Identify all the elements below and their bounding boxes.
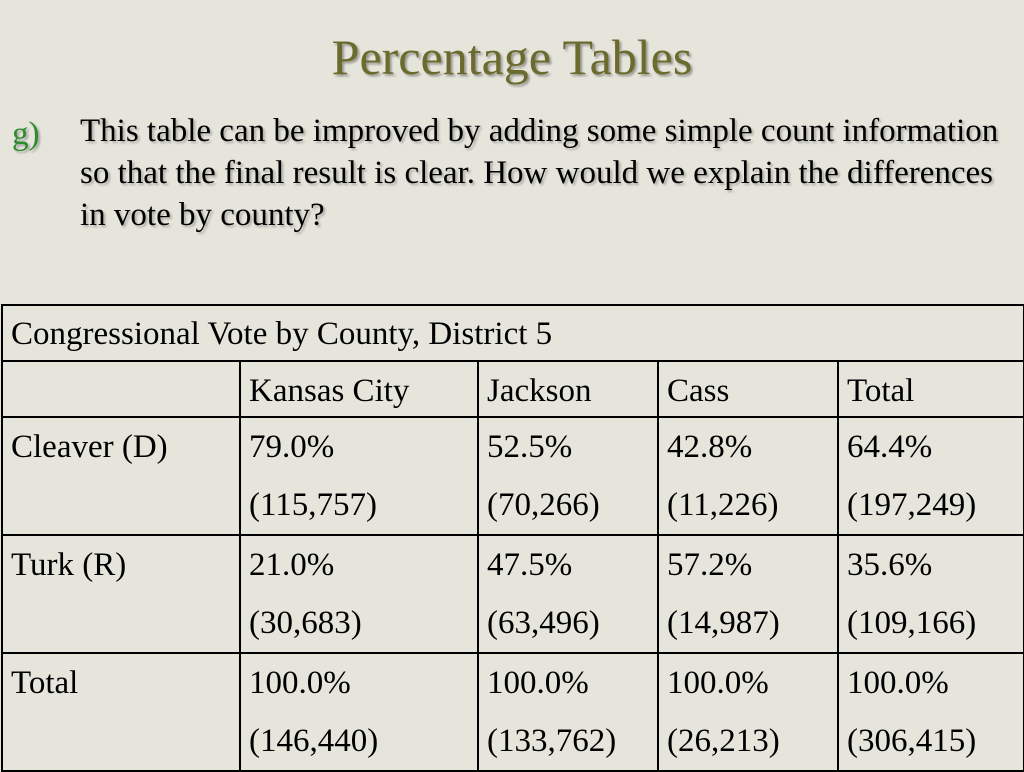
column-header-total: Total xyxy=(838,361,1024,417)
cell-percent: 100.0% xyxy=(249,665,351,701)
cell-percent: 52.5% xyxy=(487,429,573,465)
cell-count: (11,226) xyxy=(667,487,779,523)
cell-percent: 21.0% xyxy=(249,547,335,583)
table-cell xyxy=(478,653,658,771)
table-cell xyxy=(658,653,838,771)
cell-count: (14,987) xyxy=(667,605,780,641)
cell-percent: 100.0% xyxy=(487,665,589,701)
row-label-turk: Turk (R) xyxy=(2,535,240,653)
cell-percent: 47.5% xyxy=(487,547,573,583)
table-row xyxy=(2,653,1024,771)
table-cell xyxy=(838,417,1024,535)
row-label-cleaver: Cleaver (D) xyxy=(2,417,240,535)
cell-percent: 100.0% xyxy=(847,665,949,701)
cell-count: (197,249) xyxy=(847,487,977,523)
table-header-row xyxy=(2,361,1024,417)
cell-count: (115,757) xyxy=(249,487,378,523)
cell-count: (26,213) xyxy=(667,723,780,759)
slide-body-text: This table can be improved by adding some simple count information so that the final result is clear. How would we explain the differences in vote by county? xyxy=(80,113,999,233)
table-row xyxy=(2,417,1024,535)
table-cell xyxy=(658,417,838,535)
cell-count: (30,683) xyxy=(249,605,362,641)
cell-count: (306,415) xyxy=(847,723,977,759)
cell-count: (133,762) xyxy=(487,723,617,759)
table-cell xyxy=(478,417,658,535)
vote-table xyxy=(1,304,1024,772)
slide-title: Percentage Tables xyxy=(331,29,693,85)
table-cell xyxy=(478,535,658,653)
cell-count: (146,440) xyxy=(249,723,379,759)
column-header-jackson: Jackson xyxy=(478,361,658,417)
table-caption: Congressional Vote by County, District 5 xyxy=(2,305,1024,361)
column-header-cass: Cass xyxy=(658,361,838,417)
bullet-marker: g) xyxy=(12,116,40,152)
cell-percent: 100.0% xyxy=(667,665,769,701)
cell-percent: 42.8% xyxy=(667,429,753,465)
table-row xyxy=(2,535,1024,653)
column-header-blank xyxy=(2,361,240,417)
table-caption-row xyxy=(2,305,1024,361)
cell-percent: 64.4% xyxy=(847,429,933,465)
table-cell xyxy=(240,417,478,535)
cell-percent: 35.6% xyxy=(847,547,933,583)
row-label-total: Total xyxy=(2,653,240,771)
table-cell xyxy=(838,653,1024,771)
table-cell xyxy=(240,653,478,771)
cell-percent: 79.0% xyxy=(249,429,335,465)
cell-count: (109,166) xyxy=(847,605,977,641)
table-cell xyxy=(838,535,1024,653)
cell-count: (70,266) xyxy=(487,487,600,523)
table-cell xyxy=(240,535,478,653)
cell-percent: 57.2% xyxy=(667,547,753,583)
column-header-kansas-city: Kansas City xyxy=(240,361,478,417)
cell-count: (63,496) xyxy=(487,605,600,641)
table-cell xyxy=(658,535,838,653)
